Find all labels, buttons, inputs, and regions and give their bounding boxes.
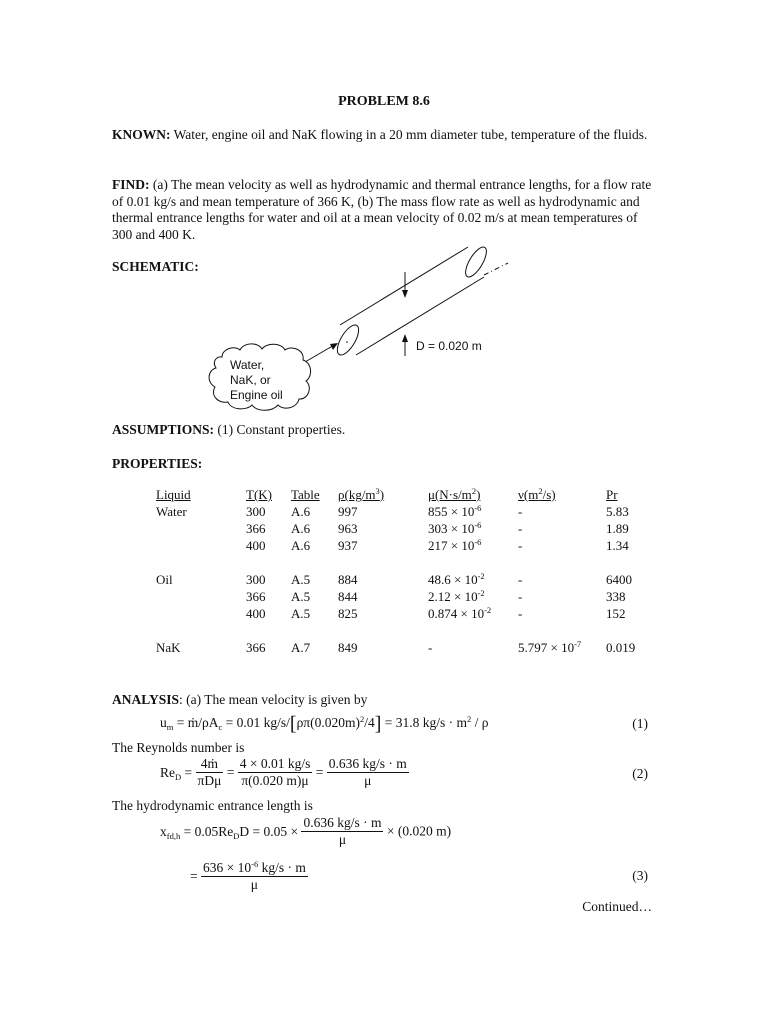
cell-kinematic-viscosity: - xyxy=(518,538,523,553)
assumptions-section xyxy=(112,422,345,438)
properties-table xyxy=(156,487,646,657)
cell-temperature: 400 xyxy=(246,538,266,553)
header-table: Table xyxy=(291,487,320,502)
cell-liquid: Water xyxy=(156,504,187,519)
cell-table: A.5 xyxy=(291,589,311,604)
find-text: (a) The mean velocity as well as hydrodynamic and thermal entrance lengths, for a flow rate of 0.01 kg/s and mean temperature of 366 K, (b) The mass flow rate as well as hydrodynamic and thermal entrance lengths for water and oil at a mean velocity of 0.02 m/s at mean temperatures of 300 and 400 K. xyxy=(112,177,652,242)
cell-density: 884 xyxy=(338,572,358,587)
analysis-label: ANALYSIS xyxy=(112,692,180,707)
cell-prandtl: 1.34 xyxy=(606,538,629,553)
cell-table: A.7 xyxy=(291,640,311,655)
equation-1-number: (1) xyxy=(632,716,648,731)
table-row xyxy=(156,538,646,555)
table-header-row xyxy=(156,487,646,504)
header-density: $\rho(kg/m^3)$ xyxy=(338,486,385,502)
cell-liquid xyxy=(156,589,246,606)
assumptions-label: ASSUMPTIONS: xyxy=(112,422,215,437)
cell-viscosity: $855 \times 10^{-6}$ xyxy=(428,503,482,519)
cell-viscosity: $217 \times 10^{-6}$ xyxy=(428,537,482,553)
header-temperature: T(K) xyxy=(246,487,272,502)
cell-table: A.5 xyxy=(291,606,311,621)
cell-table: A.5 xyxy=(291,572,311,587)
equation-1: $u_m$ = $ṁ/\rho A_c = 0.01$ $kg/s/[\rho\pi(0.020m)^2/4] = 31.8$ $kg/s \cdot m^2 / \rho$ xyxy=(160,713,489,735)
cell-prandtl: 152 xyxy=(606,606,626,621)
cell-prandtl: 338 xyxy=(606,589,626,604)
cloud-line-2: NaK, or xyxy=(230,373,271,387)
analysis-intro-text: : (a) The mean velocity is given by xyxy=(179,692,368,707)
equation-3a: $x_{fd,h} = 0.05Re_DD = 0.05$ × $\frac{0.636 kg/s \cdot m}{\mu}$ × (0.020 m) xyxy=(160,815,452,847)
cell-table: A.6 xyxy=(291,538,311,553)
table-row xyxy=(156,640,646,657)
cell-kinematic-viscosity: - xyxy=(518,521,523,536)
cell-viscosity: $303 \times 10^{-6}$ xyxy=(428,520,482,536)
cell-viscosity: $0.874 \times 10^{-2}$ xyxy=(428,605,492,621)
cell-liquid xyxy=(156,538,246,555)
equation-3b: = $\frac{636 \times 10^{-6} kg/s \cdot m}{\mu}$ xyxy=(190,859,306,892)
cell-density: 963 xyxy=(338,521,358,536)
cell-temperature: 300 xyxy=(246,572,266,587)
table-gap-row xyxy=(156,623,646,640)
cell-kinematic-viscosity: - xyxy=(518,589,523,604)
cell-viscosity: - xyxy=(428,640,433,655)
assumptions-text: (1) Constant properties. xyxy=(217,422,346,437)
cell-liquid: Oil xyxy=(156,572,173,587)
tube-inlet-ellipse xyxy=(333,322,363,358)
analysis-intro xyxy=(112,692,367,708)
known-text: Water, engine oil and NaK flowing in a 20 mm diameter tube, temperature of the fluids. xyxy=(173,127,648,142)
cell-liquid xyxy=(156,521,246,538)
header-prandtl: Pr xyxy=(606,487,618,502)
cell-table: A.6 xyxy=(291,504,311,519)
cell-density: 844 xyxy=(338,589,358,604)
schematic-diagram xyxy=(0,0,768,420)
cell-temperature: 366 xyxy=(246,589,266,604)
cell-prandtl: 6400 xyxy=(606,572,632,587)
equation-2-number: (2) xyxy=(632,766,648,781)
cloud-label xyxy=(230,358,283,403)
properties-label: PROPERTIES: xyxy=(112,456,203,471)
cell-prandtl: 0.019 xyxy=(606,640,636,655)
cell-table: A.6 xyxy=(291,521,311,536)
cell-liquid: NaK xyxy=(156,640,181,655)
table-row xyxy=(156,572,646,589)
cloud-line-1: Water, xyxy=(230,358,265,372)
schematic-label: SCHEMATIC: xyxy=(112,259,199,274)
find-label: FIND: xyxy=(112,177,150,192)
cell-kinematic-viscosity: - xyxy=(518,504,523,519)
header-viscosity: $\mu(N\cdot s/m^2)$ xyxy=(428,486,481,502)
table-row xyxy=(156,589,646,606)
table-gap-row xyxy=(156,555,646,572)
cell-kinematic-viscosity: - xyxy=(518,606,523,621)
cell-density: 937 xyxy=(338,538,358,553)
equation-3-number: (3) xyxy=(632,868,648,883)
cell-prandtl: 5.83 xyxy=(606,504,629,519)
cell-kinematic-viscosity: - xyxy=(518,572,523,587)
diameter-label: D = 0.020 m xyxy=(416,339,482,353)
continued-note: Continued… xyxy=(582,899,652,914)
equation-2: $Re_D$ = $\frac{\text{4ṁ}}{\text{πDμ}}$ = $\frac{4 \times 0.01 kg/s}{\pi(0.020 m)\mu}$ = $\frac{0.636 kg/s \cdot m}{\mu}$ xyxy=(160,756,407,788)
problem-title: PROBLEM 8.6 xyxy=(338,94,430,109)
cell-temperature: 300 xyxy=(246,504,266,519)
cell-density: 849 xyxy=(338,640,358,655)
cell-temperature: 400 xyxy=(246,606,266,621)
cell-density: 997 xyxy=(338,504,358,519)
hydro-text: The hydrodynamic entrance length is xyxy=(112,798,313,813)
cell-viscosity: $2.12 \times 10^{-2}$ xyxy=(428,588,485,604)
cell-density: 825 xyxy=(338,606,358,621)
header-liquid: Liquid xyxy=(156,487,191,502)
cell-temperature: 366 xyxy=(246,640,266,655)
cell-liquid xyxy=(156,606,246,623)
cell-temperature: 366 xyxy=(246,521,266,536)
cloud-line-3: Engine oil xyxy=(230,388,283,402)
table-row xyxy=(156,521,646,538)
reynolds-text: The Reynolds number is xyxy=(112,740,245,755)
table-row xyxy=(156,504,646,521)
known-label: KNOWN: xyxy=(112,127,171,142)
header-kinematic-viscosity: $\nu(m^2/s)$ xyxy=(518,486,556,502)
table-row xyxy=(156,606,646,623)
cell-prandtl: 1.89 xyxy=(606,521,629,536)
cell-viscosity: $48.6 \times 10^{-2}$ xyxy=(428,571,485,587)
cell-kinematic-viscosity: $5.797 \times 10^{-7}$ xyxy=(518,639,582,655)
centerline xyxy=(484,263,508,275)
